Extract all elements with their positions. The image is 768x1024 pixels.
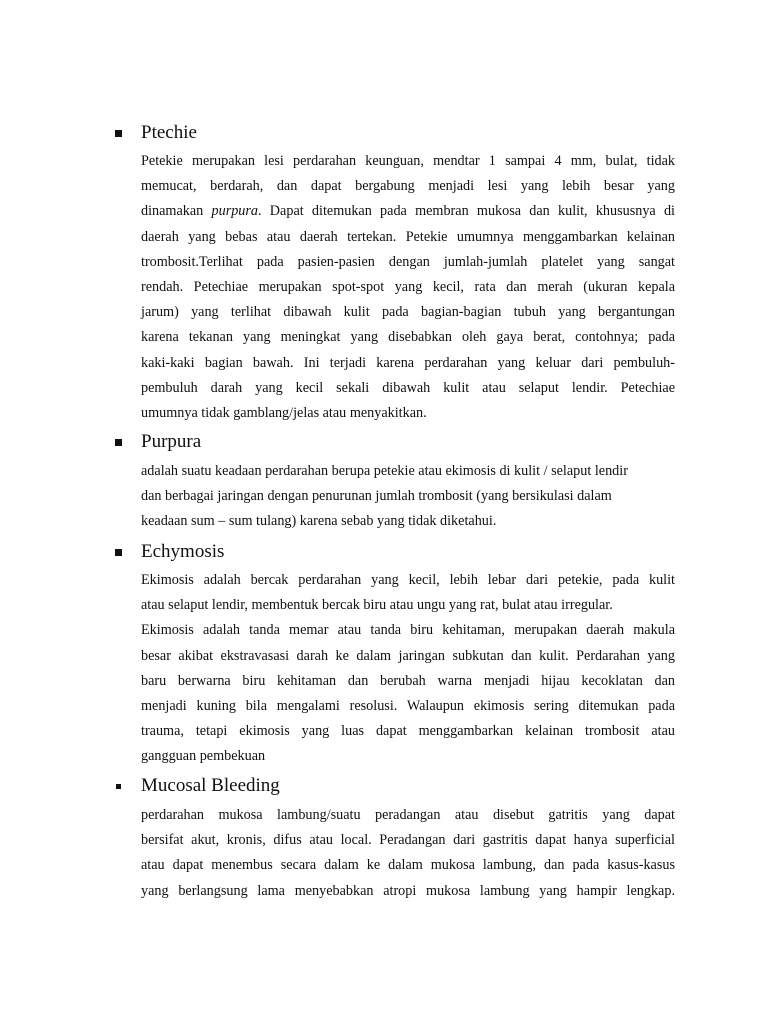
text-line: menjadi kuning bila mengalami resolusi. Walaupun ekimosis sering ditemukan pada [141,698,675,715]
text-line: atau dapat menembus secara dalam ke dalam mukosa lambung, dan pada kasus-kasus [141,857,675,874]
text-line [141,199,675,224]
section-title: Mucosal Bleeding [141,775,280,796]
text-segment: . Dapat ditemukan pada membran mukosa dan kulit, khususnya di [258,203,675,220]
square-bullet-icon [115,549,122,556]
section-body-echymosis [141,568,675,770]
text-line: Petekie merupakan lesi perdarahan keunguan, mendtar 1 sampai 4 mm, bulat, tidak [141,153,675,169]
purpura-term: purpura [211,203,259,220]
text-line: bersifat akut, kronis, difus atau local. Peradangan dari gastritis dapat hanya superficial [141,832,675,849]
section-body-ptechie [141,149,675,426]
text-line: keadaan sum – sum tulang) karena sebab yang tidak diketahui. [141,513,497,530]
text-line: trombosit.Terlihat pada pasien-pasien dengan jumlah-jumlah platelet yang sangat [141,253,675,270]
section-body-purpura [141,459,675,535]
text-line: rendah. Petechiae merupakan spot-spot yang kecil, rata dan merah (ukuran kepala [141,279,675,296]
text-line: atau selaput lendir, membentuk bercak biru atau ungu yang rat, bulat atau irregular. [141,597,613,614]
text-line: trauma, tetapi ekimosis yang luas dapat menggambarkan kelainan trombosit atau [141,723,675,740]
section-heading-mucosal-bleeding [115,773,280,799]
text-line: Ekimosis adalah bercak perdarahan yang kecil, lebih lebar dari petekie, pada kulit [141,572,675,588]
square-bullet-icon [115,439,122,446]
text-line: Ekimosis adalah tanda memar atau tanda biru kehitaman, merupakan daerah makula [141,622,675,639]
text-line: kaki-kaki bagian bawah. Ini terjadi karena perdarahan yang keluar dari pembuluh- [141,354,675,371]
section-body-mucosal-bleeding [141,803,675,904]
text-segment: dinamakan [141,203,212,220]
text-line: gangguan pembekuan [141,748,266,765]
section-heading-ptechie [115,120,197,146]
text-line: yang berlangsung lama menyebabkan atropi mukosa lambung yang hampir lengkap. [141,882,675,899]
square-bullet-icon [115,130,122,137]
text-line: perdarahan mukosa lambung/suatu peradangan atau disebut gatritis yang dapat [141,807,675,823]
text-line: karena tekanan yang meningkat yang disebabkan oleh gaya berat, contohnya; pada [141,329,675,346]
section-title: Purpura [141,431,202,452]
text-line: memucat, berdarah, dan dapat bergabung menjadi lesi yang lebih besar yang [141,178,675,195]
text-line: dan berbagai jaringan dengan penurunan jumlah trombosit (yang bersikulasi dalam [141,488,612,505]
text-line: daerah yang bebas atau daerah tertekan. Petekie umumnya menggambarkan kelainan [141,228,675,245]
text-line: pembuluh darah yang kecil sekali dibawah kulit atau selaput lendir. Petechiae [141,379,675,396]
text-line: adalah suatu keadaan perdarahan berupa petekie atau ekimosis di kulit / selaput lendir [141,463,628,479]
text-line: umumnya tidak gamblang/jelas atau menyakitkan. [141,405,427,422]
text-line: baru berwarna biru kehitaman dan berubah warna menjadi hijau kecoklatan dan [141,672,675,689]
section-heading-echymosis [115,539,224,565]
section-title: Echymosis [141,541,225,562]
square-bullet-icon [116,784,121,789]
section-heading-purpura [115,429,201,455]
text-line: besar akibat ekstravasasi darah ke dalam jaringan subkutan dan kulit. Perdarahan yang [141,647,675,664]
section-title: Ptechie [141,122,197,143]
text-line: jarum) yang terlihat dibawah kulit pada bagian-bagian tubuh yang bergantungan [141,304,675,321]
